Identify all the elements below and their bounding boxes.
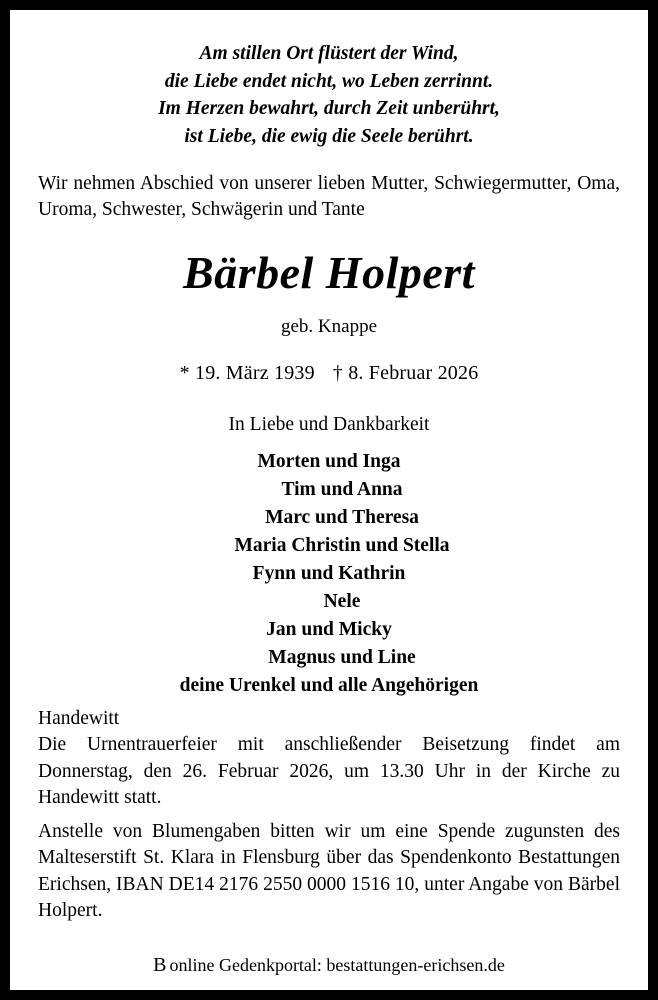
bestattungen-logo-icon: B xyxy=(153,953,167,976)
list-item: Tim und Anna xyxy=(281,478,403,500)
dedication-text: In Liebe und Dankbarkeit xyxy=(228,413,430,435)
verse-line-2: die Liebe endet nicht, wo Leben zerrinnt. xyxy=(164,70,494,92)
list-item: Maria Christin und Stella xyxy=(234,534,450,556)
place-text: Handewitt xyxy=(38,708,120,730)
list-item: deine Urenkel und alle Angehörigen xyxy=(179,675,479,697)
life-dates xyxy=(38,362,620,385)
verse-line-3: Im Herzen bewahrt, durch Zeit unberührt, xyxy=(158,98,500,120)
list-item: Marc und Theresa xyxy=(265,506,419,528)
memorial-portal-label[interactable]: online Gedenkportal: bestattungen-erichsen.de xyxy=(169,955,505,975)
list-item: Magnus und Line xyxy=(268,647,416,669)
birth-date: * 19. März 1939 xyxy=(179,361,315,384)
list-item: Fynn und Kathrin xyxy=(252,562,406,584)
family-list xyxy=(38,448,620,701)
verse-line-1: Am stillen Ort flüstert der Wind, xyxy=(199,43,459,64)
verse-line-4: ist Liebe, die ewig die Seele berührt. xyxy=(184,126,474,148)
spacer xyxy=(38,925,620,939)
donation-text: Anstelle von Blumengaben bitten wir um eine Spende zugunsten des Malteserstift St. Klara in Flensburg über das Spendenkonto Bestattungen Erichsen, IBAN DE14 2176 2550 0000 1516 10, unter Angabe von Bärbel Holpert. xyxy=(38,820,620,922)
verse-block xyxy=(38,40,620,151)
maiden-name: geb. Knappe xyxy=(280,315,378,337)
intro-text: Wir nehmen Abschied von unserer lieben Mutter, Schwiegermutter, Oma, Uroma, Schwester, Schwägerin und Tante xyxy=(38,172,620,221)
list-item: Nele xyxy=(323,591,361,613)
memorial-portal-footer[interactable] xyxy=(38,955,620,976)
death-date: † 8. Februar 2026 xyxy=(332,361,479,384)
obituary-card xyxy=(10,10,648,990)
ceremony-text: Die Urnentrauerfeier mit anschließender Beisetzung findet am Donnerstag, den 26. Februar 2026, um 13.30 Uhr in der Kirche zu Handewitt statt. xyxy=(38,734,620,809)
list-item: Morten und Inga xyxy=(257,450,401,472)
list-item: Jan und Micky xyxy=(266,619,392,641)
deceased-name: Bärbel Holpert xyxy=(183,247,475,299)
